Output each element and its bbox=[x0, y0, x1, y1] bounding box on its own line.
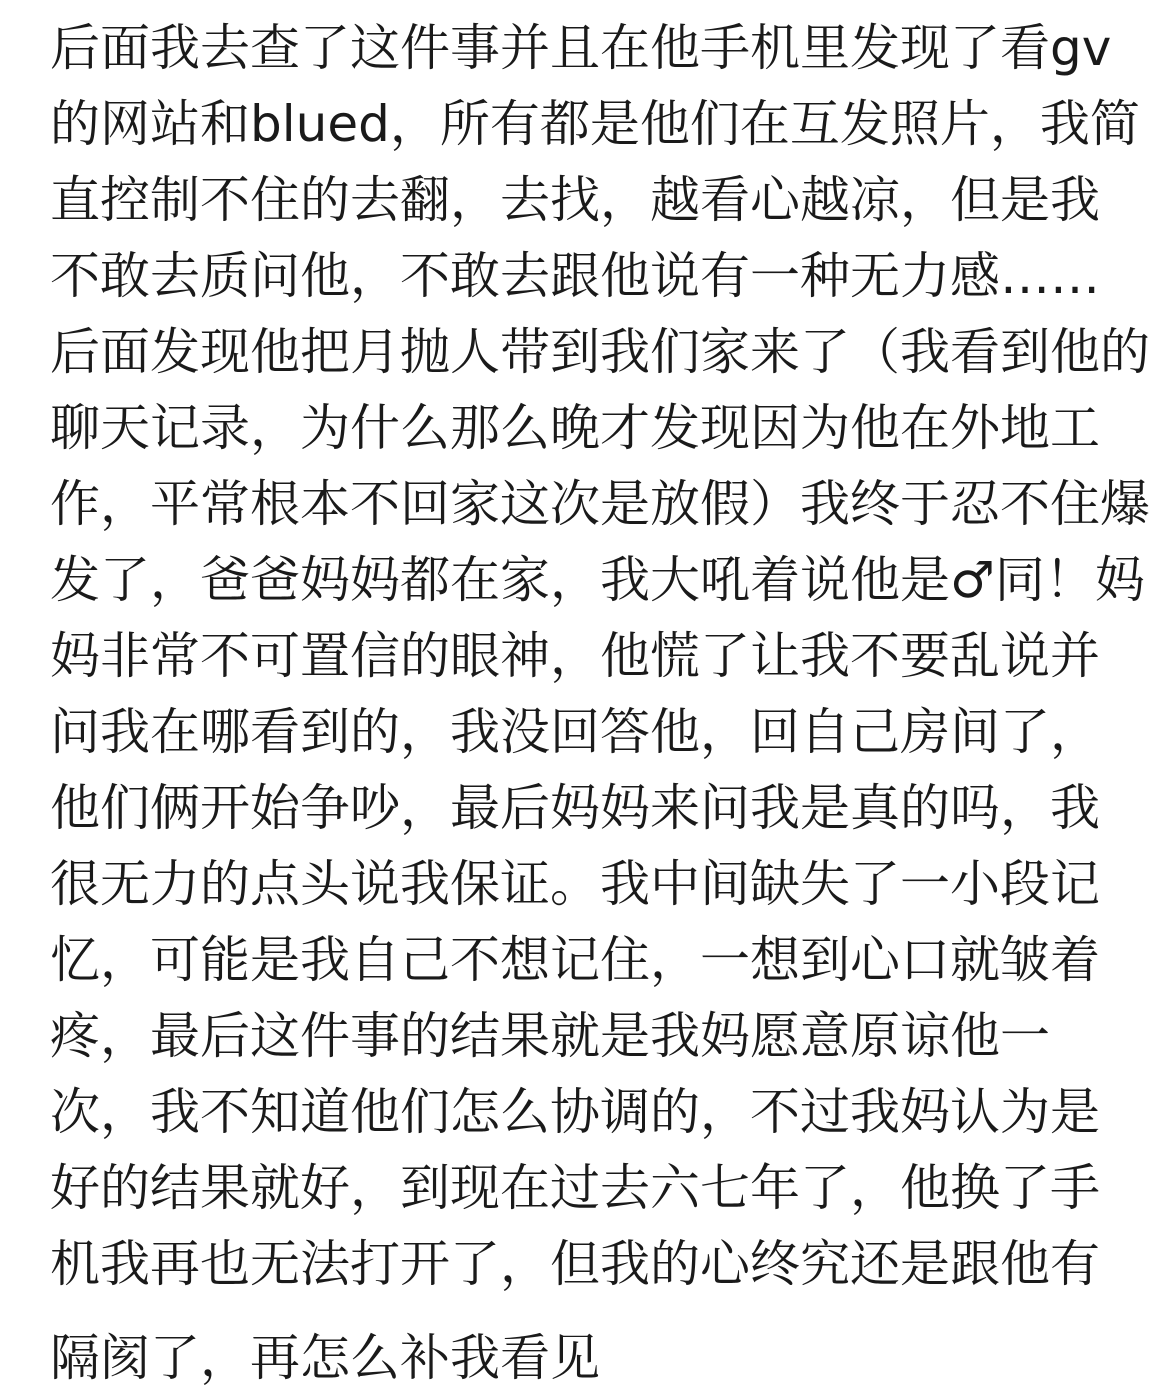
text-line: 不敢去质问他，不敢去跟他说有一种无力感…… bbox=[50, 247, 1100, 305]
text-line-partial: 隔阂了，再怎么补我看见 bbox=[50, 1329, 600, 1387]
text-line: 好的结果就好，到现在过去六七年了，他换了手 bbox=[50, 1159, 1100, 1217]
text-line: 后面我去查了这件事并且在他手机里发现了看gv bbox=[50, 19, 1112, 77]
text-line: 很无力的点头说我保证。我中间缺失了一小段记 bbox=[50, 855, 1100, 913]
text-line: 直控制不住的去翻，去找，越看心越凉，但是我 bbox=[50, 171, 1100, 229]
text-line: 机我再也无法打开了，但我的心终究还是跟他有 bbox=[50, 1235, 1100, 1293]
text-line: 后面发现他把月抛人带到我们家来了（我看到他的 bbox=[50, 323, 1150, 381]
text-line: 聊天记录，为什么那么晚才发现因为他在外地工 bbox=[50, 399, 1100, 457]
text-line: 作，平常根本不回家这次是放假）我终于忍不住爆 bbox=[50, 475, 1150, 533]
text-line: 他们俩开始争吵，最后妈妈来问我是真的吗，我 bbox=[50, 779, 1100, 837]
text-line: 疼，最后这件事的结果就是我妈愿意原谅他一 bbox=[50, 1007, 1050, 1065]
text-line: 忆，可能是我自己不想记住，一想到心口就皱着 bbox=[50, 931, 1100, 989]
text-line: 的网站和blued，所有都是他们在互发照片，我简 bbox=[50, 95, 1140, 153]
text-line: 问我在哪看到的，我没回答他，回自己房间了， bbox=[50, 703, 1100, 761]
text-line: 发了，爸爸妈妈都在家，我大吼着说他是♂同！妈 bbox=[50, 551, 1145, 609]
text-line: 妈非常不可置信的眼神，他慌了让我不要乱说并 bbox=[50, 627, 1100, 685]
text-line: 次，我不知道他们怎么协调的，不过我妈认为是 bbox=[50, 1083, 1100, 1141]
